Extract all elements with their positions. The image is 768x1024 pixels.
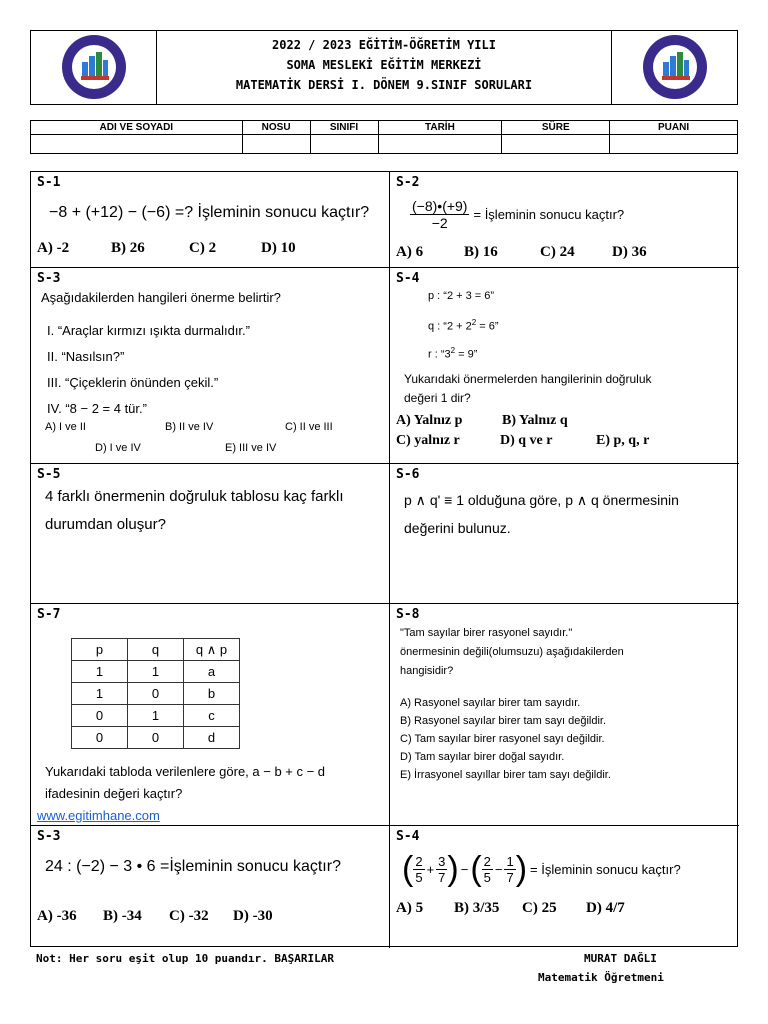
table-row xyxy=(72,727,240,749)
table-cell: 0 xyxy=(128,683,184,705)
header-q-and-p: q ∧ p xyxy=(184,639,240,661)
question-label: S-3 xyxy=(37,271,61,286)
numerator: 2 xyxy=(483,853,491,869)
duration-field[interactable] xyxy=(502,135,610,154)
duration-header: SÜRE xyxy=(502,121,610,135)
proposition-r xyxy=(428,346,477,361)
question-9 xyxy=(31,826,390,948)
question-4 xyxy=(390,268,739,464)
question-stem-1: Yukarıdaki tabloda verilenlere göre, a − b + c − d xyxy=(45,764,326,779)
option-a: A) -36 xyxy=(37,908,77,924)
statement-list xyxy=(47,318,250,422)
minus-sign: − xyxy=(460,861,469,877)
table-cell: 0 xyxy=(128,727,184,749)
option-e: E) III ve IV xyxy=(225,442,277,454)
table-row xyxy=(72,661,240,683)
school-logo-icon xyxy=(642,32,708,102)
question-stem-1: "Tam sayılar birer rasyonel sayıdır." xyxy=(400,627,573,639)
option-c: C) Tam sayılar birer rasyonel sayı değildir. xyxy=(400,733,605,745)
proposition-p: p : “2 + 3 = 6” xyxy=(428,290,495,302)
question-stem-2: ifadesinin değeri kaçtır? xyxy=(45,786,183,801)
question-label: S-1 xyxy=(37,175,61,190)
question-expression: 24 : (−2) − 3 • 6 =İşleminin sonucu kaçtır? xyxy=(45,858,341,875)
teacher-title: Matematik Öğretmeni xyxy=(538,971,664,984)
question-stem-1: Yukarıdaki önermelerden hangilerinin doğruluk xyxy=(404,372,652,386)
question-label: S-4 xyxy=(396,271,420,286)
option-c: C) II ve III xyxy=(285,421,333,433)
document-header xyxy=(30,30,738,105)
option-c: C) 25 xyxy=(522,900,557,916)
question-10 xyxy=(390,826,739,948)
question-text: = İşleminin sonucu kaçtır? xyxy=(530,861,681,877)
question-stem-2: değeri 1 dir? xyxy=(404,391,471,405)
table-cell: 1 xyxy=(128,661,184,683)
question-text: = İşleminin sonucu kaçtır? xyxy=(473,207,625,222)
question-expression xyxy=(410,198,624,231)
option-c: C) 2 xyxy=(189,240,217,256)
question-7 xyxy=(31,604,390,826)
fraction xyxy=(504,854,515,885)
statement-3: III. “Çiçeklerin önünden çekil.” xyxy=(47,375,219,390)
table-row xyxy=(72,683,240,705)
option-b: B) Rasyonel sayılar birer tam sayı değildir. xyxy=(400,715,607,727)
denominator: 5 xyxy=(483,869,491,885)
statement-1: I. “Araçlar kırmızı ışıkta durmalıdır.” xyxy=(47,323,250,338)
denominator: 7 xyxy=(438,869,446,885)
numerator: (−8)•(+9) xyxy=(412,198,468,214)
question-label: S-6 xyxy=(396,467,420,482)
info-entry-row xyxy=(31,135,738,154)
fraction xyxy=(410,198,469,231)
option-a: A) I ve II xyxy=(45,421,86,433)
exam-title: MATEMATİK DERSİ I. DÖNEM 9.SINIF SORULARI xyxy=(235,78,533,92)
question-1 xyxy=(31,172,390,268)
table-cell: c xyxy=(184,705,240,727)
option-a: A) 5 xyxy=(396,900,424,916)
name-field[interactable] xyxy=(31,135,243,154)
question-label: S-2 xyxy=(396,175,420,190)
source-link[interactable]: www.egitimhane.com xyxy=(37,808,160,823)
option-b: B) Yalnız q xyxy=(502,413,568,428)
fraction xyxy=(436,854,447,885)
option-c: C) 24 xyxy=(540,244,575,260)
proposition-r-base: r : “3 xyxy=(428,348,451,361)
option-e: E) İrrasyonel sayıllar birer tam sayı değildir. xyxy=(400,769,611,781)
table-cell: 0 xyxy=(72,727,128,749)
question-label: S-3 xyxy=(37,829,61,844)
question-label: S-4 xyxy=(396,829,420,844)
paren-open: ( xyxy=(402,850,414,888)
paren-close: ) xyxy=(447,850,459,888)
proposition-r-tail: = 9” xyxy=(455,348,478,361)
question-stem-2: önermesinin değili(olumsuzu) aşağıdakilerden xyxy=(400,646,624,658)
option-a: A) Rasyonel sayılar birer tam sayıdır. xyxy=(400,697,581,709)
header-p: p xyxy=(72,639,128,661)
number-field[interactable] xyxy=(242,135,310,154)
proposition-r-exponent: 2 xyxy=(450,346,456,355)
school-logo-right xyxy=(611,31,737,104)
option-a: A) 6 xyxy=(396,244,424,260)
numerator: 2 xyxy=(415,853,423,869)
question-expression xyxy=(402,852,681,886)
question-2 xyxy=(390,172,739,268)
question-expression: −8 + (+12) − (−6) =? İşleminin sonucu kaçtır? xyxy=(49,204,370,221)
question-stem xyxy=(400,624,624,681)
info-header-row xyxy=(31,121,738,135)
paren-close: ) xyxy=(515,850,528,888)
fraction xyxy=(413,854,424,885)
question-line-1: p ∧ q' ≡ 1 olduğuna göre, p ∧ q önermesinin xyxy=(404,492,679,508)
question-line-1: 4 farklı önermenin doğruluk tablosu kaç farklı xyxy=(45,488,344,505)
class-field[interactable] xyxy=(310,135,378,154)
plus-sign: + xyxy=(426,861,435,877)
option-c: C) -32 xyxy=(169,908,209,924)
question-3 xyxy=(31,268,390,464)
academic-year: 2022 / 2023 EĞİTİM-ÖĞRETİM YILI xyxy=(272,38,496,52)
table-cell: 1 xyxy=(72,661,128,683)
table-cell: a xyxy=(184,661,240,683)
paren-open: ( xyxy=(470,850,482,888)
option-c: C) yalnız r xyxy=(396,433,460,448)
question-line-2: durumdan oluşur? xyxy=(45,516,166,533)
option-d: D) 10 xyxy=(261,240,296,256)
name-header: ADI VE SOYADI xyxy=(31,121,243,135)
question-label: S-7 xyxy=(37,607,61,622)
question-label: S-8 xyxy=(396,607,420,622)
proposition-q-tail: = 6” xyxy=(476,320,499,333)
statement-2: II. “Nasılsın?” xyxy=(47,349,125,364)
proposition-q xyxy=(428,318,499,333)
table-cell: 0 xyxy=(72,705,128,727)
question-grid xyxy=(30,171,738,947)
title-block xyxy=(157,35,611,95)
option-list xyxy=(400,694,611,784)
score-header: PUANI xyxy=(610,121,738,135)
number-header: NOSU xyxy=(242,121,310,135)
option-a: A) Yalnız p xyxy=(396,413,463,428)
question-8 xyxy=(390,604,739,826)
numerator: 3 xyxy=(438,853,446,869)
question-label: S-5 xyxy=(37,467,61,482)
proposition-q-exponent: 2 xyxy=(471,318,477,327)
question-stem-3: hangisidir? xyxy=(400,665,454,677)
question-line-2: değerini bulunuz. xyxy=(404,520,511,536)
table-cell: 1 xyxy=(72,683,128,705)
option-b: B) 26 xyxy=(111,240,145,256)
proposition-q-base: q : “2 + 2 xyxy=(428,320,472,333)
truth-table-header xyxy=(72,639,240,661)
student-info-table xyxy=(30,120,738,154)
header-q: q xyxy=(128,639,184,661)
option-d: D) Tam sayılar birer doğal sayıdır. xyxy=(400,751,565,763)
school-logo-icon xyxy=(61,32,127,102)
denominator: 5 xyxy=(415,869,423,885)
denominator: 7 xyxy=(506,869,514,885)
option-d: D) I ve IV xyxy=(95,442,141,454)
option-d: D) -30 xyxy=(233,908,273,924)
question-6 xyxy=(390,464,739,604)
table-cell: d xyxy=(184,727,240,749)
table-row xyxy=(72,705,240,727)
option-d: D) 36 xyxy=(612,244,647,260)
truth-table xyxy=(71,638,240,749)
option-b: B) II ve IV xyxy=(165,421,214,433)
option-b: B) 3/35 xyxy=(454,900,500,916)
minus-sign: − xyxy=(494,861,503,877)
footer-note: Not: Her soru eşit olup 10 puandır. BAŞARILAR xyxy=(36,952,335,965)
fraction xyxy=(482,854,493,885)
table-cell: b xyxy=(184,683,240,705)
statement-4: IV. “8 − 2 = 4 tür.” xyxy=(47,401,147,416)
question-5 xyxy=(31,464,390,604)
option-e: E) p, q, r xyxy=(596,433,650,448)
date-field[interactable] xyxy=(378,135,502,154)
school-logo-left xyxy=(31,31,157,104)
class-header: SINIFI xyxy=(310,121,378,135)
option-a: A) -2 xyxy=(37,240,70,256)
question-stem: Aşağıdakilerden hangileri önerme belirtir? xyxy=(41,290,281,305)
option-d: D) q ve r xyxy=(500,433,553,448)
option-b: B) -34 xyxy=(103,908,142,924)
score-field[interactable] xyxy=(610,135,738,154)
numerator: 1 xyxy=(506,853,514,869)
option-b: B) 16 xyxy=(464,244,498,260)
option-d: D) 4/7 xyxy=(586,900,625,916)
denominator: −2 xyxy=(431,215,448,231)
table-cell: 1 xyxy=(128,705,184,727)
teacher-name: MURAT DAĞLI xyxy=(584,952,657,965)
date-header: TARİH xyxy=(378,121,502,135)
school-name: SOMA MESLEKİ EĞİTİM MERKEZİ xyxy=(286,58,482,72)
